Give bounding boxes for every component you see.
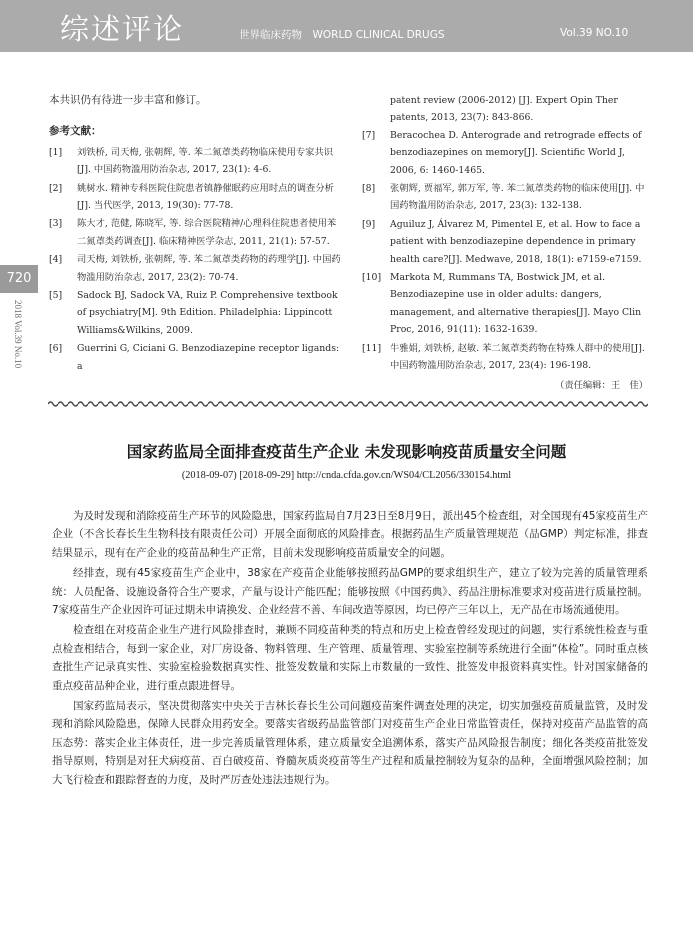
reference-item	[362, 180, 650, 215]
reference-item	[49, 251, 344, 286]
reference-item	[49, 180, 344, 215]
reference-number: [5]	[49, 290, 63, 302]
reference-text: 刘铁桥, 司天梅, 张朝辉, 等. 苯二氮䓬类药物临床使用专家共识[J]. 中国药物滥用防治杂志, 2017, 23(1): 4-6.	[77, 146, 334, 176]
article-body	[52, 507, 648, 791]
reference-text: 张朝辉, 贾福军, 郭万军, 等. 苯二氮䓬类药物的临床使用[J]. 中国药物滥用防治杂志, 2017, 23(3): 132-138.	[390, 183, 645, 212]
reference-item	[362, 269, 650, 339]
article-paragraph: 为及时发现和消除疫苗生产环节的风险隐患，国家药监局自7月23日至8月9日，派出45个检查组，对全国现有45家疫苗生产企业（不含长春长生生物科技有限责任公司）开展全面彻底的风险排查。根据药品生产质量管理规范（品GMP）判定标准，排查结果显示，现有在产企业的疫苗品种生产正常，目前未发现影响疫苗质量安全的问题。	[52, 510, 648, 559]
reference-number: [2]	[49, 182, 63, 194]
reference-text: Sadock BJ, Sadock VA, Ruiz P. Comprehensive textbook of psychiatry[M]. 9th Edition. Philadelphia: Lippincott Williams&Wilkins, 2009.	[77, 290, 338, 336]
reference-item	[362, 340, 650, 375]
reference-text: Aguiluz J, Álvarez M, Pimentel E, et al. How to face a patient with benzodiazepine dependence in primary health care?[J]. Medwave, 2018, 18(1): e7159-e7159.	[390, 218, 642, 265]
reference-number: [3]	[49, 218, 63, 230]
article-source: (2018-09-07) [2018-09-29] http://cnda.cfda.gov.cn/WS04/CL2056/330154.html	[181, 470, 512, 481]
reference-number: [8]	[362, 183, 376, 195]
page-number: 720	[0, 265, 38, 293]
reference-text: 司天梅, 刘铁桥, 张朝辉, 等. 苯二氮䓬类药物的药理学[J]. 中国药物滥用防治杂志, 2017, 23(2): 70-74.	[77, 254, 341, 283]
reference-number: [9]	[362, 218, 376, 230]
reference-text: 陈大才, 范健, 陈晓军, 等. 综合医院精神/心理科住院患者使用苯二氮䓬类药调查[J]. 临床精神医学杂志, 2011, 21(1): 57-57.	[77, 218, 337, 247]
reference-item	[49, 215, 344, 250]
reference-number: [10]	[362, 272, 382, 284]
article-paragraph: 经排查，现有45家疫苗生产企业中，38家在产疫苗企业能够按照药品GMP的要求组织生产，建立了较为完善的质量管理系统：人员配备、设施设备符合生产要求，产量与设计产能匹配；能够按照《中国药典》、药品注册标准要求对疫苗进行质量控制。7家疫苗生产企业因许可证过期未申请换发、企业经营不善、车间改造等原因，均已停产三年以上，无产品在市场流通使用。	[52, 567, 648, 617]
right-column	[362, 92, 650, 394]
reference-item	[49, 144, 344, 179]
reference-number: [4]	[49, 254, 63, 266]
section-title: 综述评论	[60, 12, 185, 46]
reference-number: [11]	[362, 342, 382, 354]
reference-item	[362, 216, 650, 268]
section-header	[0, 0, 693, 52]
issue-number: Vol.39 NO.10	[560, 27, 629, 39]
left-column	[49, 92, 344, 376]
reference-item	[49, 340, 344, 375]
editor-credit: （责任编辑：王 佳）	[555, 379, 648, 391]
lead-sentence: 本共识仍有待进一步丰富和修订。	[49, 94, 207, 106]
reference-number: [1]	[49, 146, 63, 158]
reference-text: Guerrini G, Ciciani G. Benzodiazepine receptor ligands: a	[77, 343, 340, 372]
ornamental-divider	[48, 400, 648, 408]
article-paragraph: 国家药监局表示，坚决贯彻落实中央关于吉林长春长生公司问题疫苗案件调查处理的决定，切实加强疫苗质量监管，及时发现和消除风险隐患，保障人民群众用药安全。要落实省级药品监管部门对疫苗生产企业日常监管责任，保持对疫苗产品监管的高压态势：落实企业主体责任，进一步完善质量管理体系，建立质量安全追溯体系，落实产品风险报告制度；细化各类疫苗批签发指导原则，特别是对狂犬病疫苗、百白破疫苗、脊髓灰质炎疫苗等生产过程和质量控制较为复杂的品种，全面增强风险控制；加大飞行检查和跟踪督查的力度，及时严厉查处违法违规行为。	[52, 700, 648, 786]
journal-name: 世界临床药物 WORLD CLINICAL DRUGS	[239, 29, 445, 41]
article-paragraph: 检查组在对疫苗企业生产进行风险排查时，兼顾不同疫苗种类的特点和历史上检查曾经发现过的问题，实行系统性检查与重点检查相结合，每到一家企业，对厂房设备、物料管理、生产管理、质量管理、实验室控制等系统进行全面“体检”。同时重点核查批生产记录真实性、实验室检验数据真实性、批签发数量和实际上市数量的一致性、批签发申报资料真实性。针对国家储备的重点疫苗品种企业，进行重点跟进督导。	[52, 624, 648, 692]
reference-item	[49, 287, 344, 339]
references-heading: 参考文献：	[49, 125, 102, 138]
article-title: 国家药监局全面排查疫苗生产企业 未发现影响疫苗质量安全问题	[126, 443, 567, 461]
reference-continued: patent review (2006-2012) [J]. Expert Opin Ther patents, 2013, 23(7): 843-866.	[390, 95, 618, 124]
reference-item	[362, 127, 650, 179]
volume-vertical-label: 2018 Vol.39 No.10	[13, 300, 23, 369]
reference-text: 牛雅娟, 刘铁桥, 赵敏. 苯二氮䓬类药物在特殊人群中的使用[J]. 中国药物滥用防治杂志, 2017, 23(4): 196-198.	[390, 342, 645, 372]
reference-text: Beracochea D. Anterograde and retrograde effects of benzodiazepines on memory[J]. Scientific World J, 2006, 6: 1460-1465.	[390, 129, 642, 176]
reference-number: [6]	[49, 343, 63, 355]
reference-text: 姚树水. 精神专科医院住院患者镇静催眠药应用时点的调查分析[J]. 当代医学, 2013, 19(30): 77-78.	[77, 182, 334, 212]
reference-text: Markota M, Rummans TA, Bostwick JM, et al. Benzodiazepine use in older adults: dangers, management, and alternative therapies[J]. Mayo Clin Proc, 2016, 91(11): 1632-1639.	[390, 272, 642, 336]
reference-number: [7]	[362, 129, 376, 141]
